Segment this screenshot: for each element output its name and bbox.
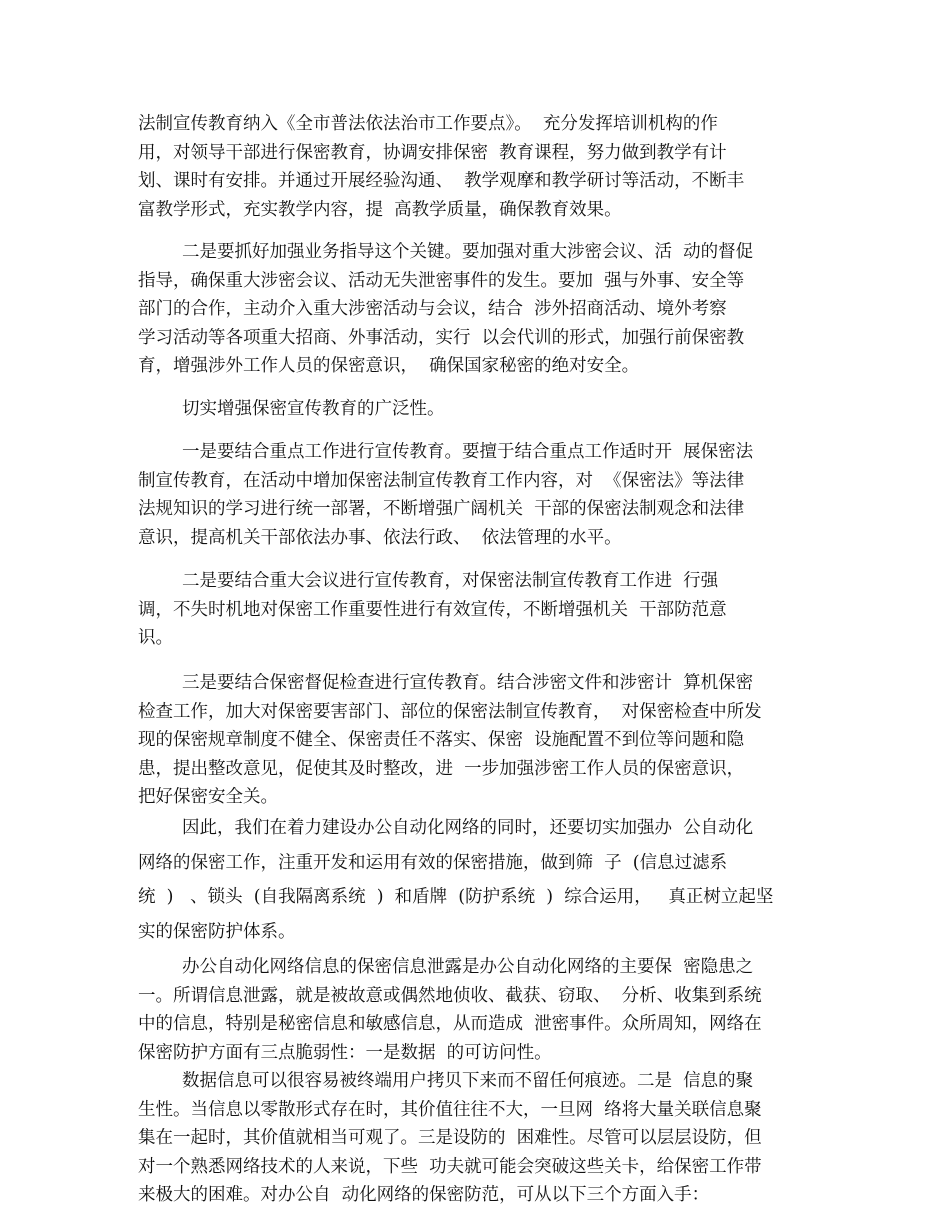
text-line: 意识，提高机关干部依法办事、依法行政、 依法管理的水平。: [138, 527, 622, 548]
text-line: 集在一起时，其价值就相当可观了。三是设防的 困难性。尽管可以层层设防，但: [138, 1128, 762, 1148]
paragraph-7: [138, 811, 828, 949]
text-line: 育，增强涉外工作人员的保密意识， 确保国家秘密的绝对安全。: [138, 356, 640, 376]
text-line: 患，提出整改意见，促使其及时整改，进 一步加强涉密工作人员的保密意识，: [138, 758, 745, 779]
text-line: 保密防护方面有三点脆弱性：一是数据 的可访问性。: [138, 1042, 552, 1063]
text-line: 部门的合作，主动介入重大涉密活动与会议，结合 涉外招商活动、境外考察: [138, 299, 727, 319]
text-line: 划、课时有安排。并通过开展经验沟通、 教学观摩和教学研讨等活动，不断丰: [138, 171, 745, 191]
section-heading: [138, 395, 828, 424]
text-line: 实的保密防护体系。: [138, 921, 296, 942]
paragraph-1: [138, 110, 828, 224]
text-line: 一是要结合重点工作进行宣传教育。要擅于结合重点工作适时开 展保密法: [182, 442, 754, 462]
text-line: 对一个熟悉网络技术的人来说，下些 功夫就可能会突破这些关卡，给保密工作带: [138, 1156, 762, 1177]
text-line: 学习活动等各项重大招商、外事活动，实行 以会代训的形式，加强行前保密教: [138, 327, 745, 348]
text-line: 识。: [138, 628, 173, 648]
paragraph-9: [138, 1067, 828, 1210]
text-line: 二是要抓好加强业务指导这个关键。要加强对重大涉密会议、活 动的督促: [182, 242, 754, 262]
text-line: 网络的保密工作，注重开发和运用有效的保密措施，做到筛 子 (信息过滤系: [138, 852, 728, 873]
paragraph-2: [138, 238, 828, 381]
text-line: 把好保密安全关。: [138, 787, 278, 807]
paragraph-6: [138, 669, 828, 812]
text-line: 法制宣传教育纳入《全市普法依法治市工作要点》。 充分发挥培训机构的作: [138, 114, 718, 134]
text-line: 现的保密规章制度不健全、保密责任不落实、保密 设施配置不到位等问题和隐: [138, 730, 745, 750]
text-line: 办公自动化网络信息的保密信息泄露是办公自动化网络的主要保 密隐患之: [182, 957, 754, 977]
text-line: 富教学形式，充实教学内容，提 高教学质量，确保教育效果。: [138, 199, 622, 220]
paragraph-5: [138, 567, 828, 653]
text-line: 切实增强保密宣传教育的广泛性。: [182, 399, 445, 419]
text-line: 用，对领导干部进行保密教育，协调安排保密 教育课程，努力做到教学有计: [138, 142, 727, 163]
text-line: 调，不失时机地对保密工作重要性进行有效宣传，不断增强机关 干部防范意: [138, 599, 727, 620]
text-line: 生性。当信息以零散形式存在时，其价值往往不大，一旦网 络将大量关联信息聚: [138, 1099, 762, 1120]
paragraph-8: [138, 953, 828, 1067]
text-line: 数据信息可以很容易被终端用户拷贝下来而不留任何痕迹。二是 信息的聚: [182, 1071, 754, 1091]
text-line: 因此，我们在着力建设办公自动化网络的同时，还要切实加强办 公自动化: [182, 818, 754, 838]
text-line: 中的信息，特别是秘密信息和敏感信息，从而造成 泄密事件。众所周知，网络在: [138, 1014, 762, 1034]
text-line: 一。所谓信息泄露，就是被故意或偶然地侦收、截获、窃取、 分析、收集到系统: [138, 985, 762, 1006]
text-line: 制宣传教育，在活动中增加保密法制宣传教育工作内容，对 《保密法》等法律: [138, 470, 745, 491]
paragraph-4: [138, 438, 828, 552]
text-line: 三是要结合保密督促检查进行宣传教育。结合涉密文件和涉密计 算机保密: [182, 673, 754, 693]
text-line: 二是要结合重大会议进行宣传教育，对保密法制宣传教育工作进 行强: [182, 571, 719, 591]
text-line: 来极大的困难。对办公自 动化网络的保密防范，可从以下三个方面入手：: [138, 1185, 710, 1205]
text-line: 法规知识的学习进行统一部署，不断增强广阔机关 干部的保密法制观念和法律: [138, 499, 745, 519]
text-line: 检查工作，加大对保密要害部门、部位的保密法制宣传教育， 对保密检查中所发: [138, 701, 762, 722]
text-line: 统 ) 、锁头 (自我隔离系统 ) 和盾牌 (防护系统 ) 综合运用， 真正树立起坚: [138, 887, 774, 907]
text-line: 指导，确保重大涉密会议、活动无失泄密事件的发生。要加 强与外事、安全等: [138, 270, 745, 291]
